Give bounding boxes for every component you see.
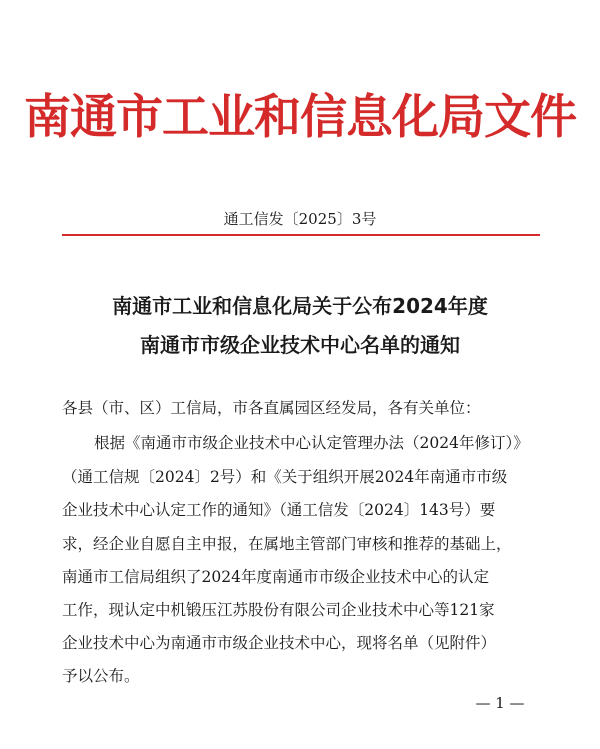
notice-title-line-2: 南通市市级企业技术中心名单的通知 [140,333,460,357]
paragraph-line: （通工信规〔2024〕2号）和《关于组织开展2024年南通市市级 [62,468,508,486]
paragraph-line: 予以公布。 [62,667,140,685]
paragraph-line: 求，经企业自愿自主申报，在属地主管部门审核和推荐的基础上， [62,535,512,553]
paragraph-line: 企业技术中心为南通市市级企业技术中心，现将名单（见附件） [62,634,497,652]
paragraph-line: 企业技术中心认定工作的通知》（通工信发〔2024〕143号）要 [62,501,496,519]
salutation: 各县（市、区）工信局，市各直属园区经发局，各有关单位： [62,399,481,417]
page-number: — 1 — [475,694,525,712]
document-number: 通工信发〔2025〕3号 [223,210,377,228]
red-separator-rule [62,234,540,236]
notice-title-line-1: 南通市工业和信息化局关于公布2024年度 [112,294,488,318]
paragraph-line: 根据《南通市市级企业技术中心认定管理办法（2024年修订）》 [94,434,529,452]
paragraph-line: 南通市工信局组织了2024年度南通市市级企业技术中心的认定 [62,568,489,586]
agency-masthead: 南通市工业和信息化局文件 [24,90,576,145]
paragraph-line: 工作，现认定中机锻压江苏股份有限公司企业技术中心等121家 [62,601,495,619]
